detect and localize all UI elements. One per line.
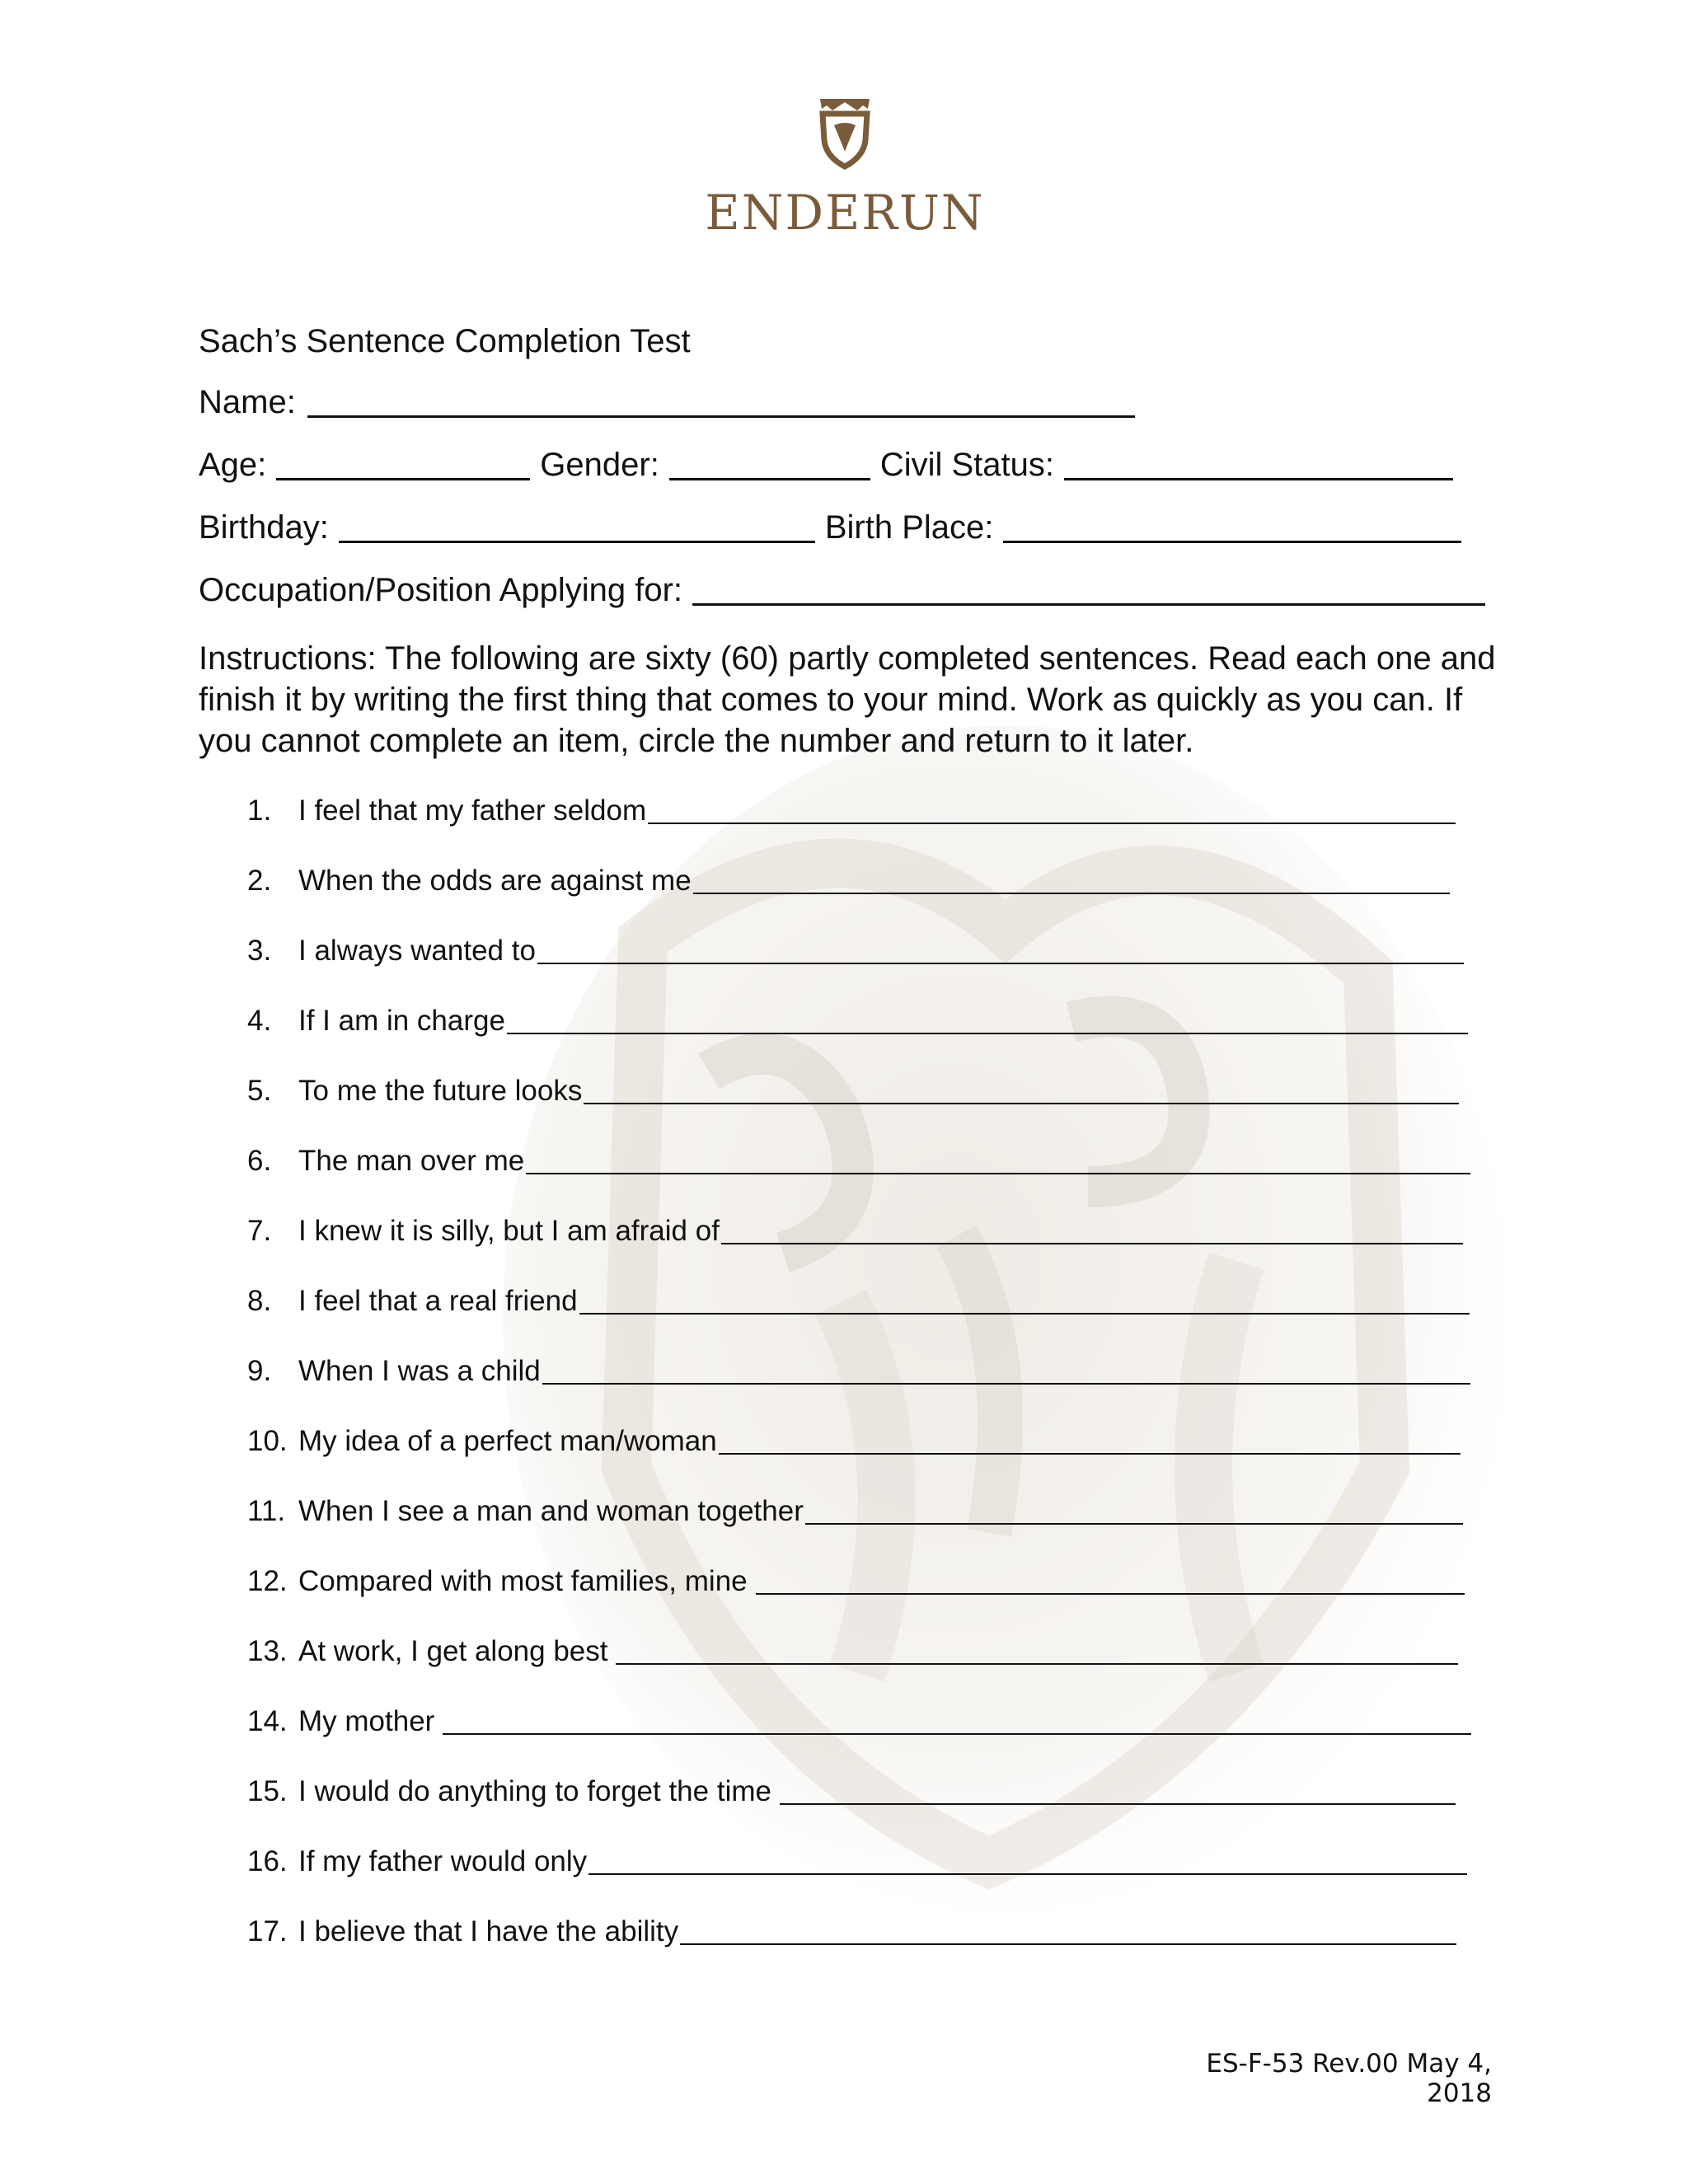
age-label: Age: <box>199 447 267 483</box>
item-number: 10. <box>247 1425 288 1457</box>
sentence-item <box>247 1562 1465 1598</box>
name-field[interactable] <box>307 387 1135 418</box>
logo-brand-text: ENDERUN <box>705 185 985 241</box>
item-prompt: To me the future looks <box>298 1075 583 1107</box>
birth-place-label: Birth Place: <box>824 509 994 546</box>
item-number: 14. <box>247 1705 288 1737</box>
item-answer-line[interactable] <box>756 1568 1465 1595</box>
occupation-label: Occupation/Position Applying for: <box>199 572 683 608</box>
sentence-item <box>247 1492 1463 1528</box>
document-code: ES-F-53 Rev.00 May 4, 2018 <box>1206 2049 1492 2108</box>
item-prompt: I always wanted to <box>298 935 536 967</box>
enderun-logo <box>692 91 997 247</box>
item-prompt: Compared with most families, mine <box>298 1565 748 1597</box>
sentence-item <box>247 931 1464 968</box>
birthday-field[interactable] <box>339 513 815 543</box>
item-answer-line[interactable] <box>693 868 1450 894</box>
item-prompt: I feel that my father seldom <box>298 794 647 827</box>
item-answer-line[interactable] <box>805 1498 1463 1525</box>
sentence-item <box>247 1912 1456 1948</box>
name-label: Name: <box>199 384 296 420</box>
item-number: 1. <box>247 794 272 827</box>
sentence-item <box>247 1702 1471 1738</box>
sentence-item <box>247 1282 1470 1318</box>
item-answer-line[interactable] <box>584 1078 1459 1104</box>
item-answer-line[interactable] <box>443 1708 1471 1735</box>
sentence-item <box>247 791 1456 827</box>
item-prompt: My mother <box>298 1705 435 1737</box>
gender-field[interactable] <box>669 450 870 480</box>
occupation-row <box>199 572 1495 609</box>
name-row <box>199 384 1145 421</box>
sentence-item <box>247 1141 1470 1178</box>
item-answer-line[interactable] <box>680 1919 1456 1945</box>
item-prompt: I believe that I have the ability <box>298 1915 679 1947</box>
sentence-item <box>247 1422 1461 1458</box>
civil-status-field[interactable] <box>1064 450 1453 480</box>
item-number: 6. <box>247 1145 272 1177</box>
item-number: 9. <box>247 1355 272 1387</box>
item-prompt: If my father would only <box>298 1845 588 1877</box>
item-prompt: When I was a child <box>298 1355 541 1387</box>
item-prompt: The man over me <box>298 1145 525 1177</box>
item-prompt: When I see a man and woman together <box>298 1495 804 1527</box>
item-number: 2. <box>247 865 272 897</box>
instructions-text: Instructions: The following are sixty (60) partly completed sentences. Read each one and finish it by writing the first thing that comes to your mind. Work as quickly as you can. If you cannot complete an item, circle the number and return to it later. <box>199 640 1496 759</box>
form-title: Sach’s Sentence Completion Test <box>199 323 691 359</box>
item-answer-line[interactable] <box>537 938 1464 964</box>
item-number: 4. <box>247 1005 272 1037</box>
sentence-item <box>247 1842 1467 1878</box>
item-number: 13. <box>247 1635 288 1667</box>
sentence-item <box>247 861 1450 898</box>
item-number: 11. <box>247 1495 286 1527</box>
item-number: 3. <box>247 935 272 967</box>
sentence-item <box>247 1352 1470 1388</box>
item-answer-line[interactable] <box>780 1779 1456 1805</box>
birthday-row <box>199 509 1471 546</box>
item-prompt: I feel that a real friend <box>298 1285 578 1317</box>
gender-label: Gender: <box>540 447 659 483</box>
item-prompt: I would do anything to forget the time <box>298 1775 771 1807</box>
enderun-watermark-icon <box>495 725 1533 1929</box>
birthday-label: Birthday: <box>199 509 329 546</box>
sentence-item <box>247 1001 1468 1038</box>
item-prompt: My idea of a perfect man/woman <box>298 1425 717 1457</box>
sentence-item <box>247 1772 1456 1808</box>
age-field[interactable] <box>276 450 530 480</box>
item-answer-line[interactable] <box>526 1148 1470 1174</box>
item-answer-line[interactable] <box>588 1849 1467 1875</box>
item-number: 17. <box>247 1915 288 1947</box>
item-prompt: When the odds are against me <box>298 865 692 897</box>
sentence-item <box>247 1212 1463 1248</box>
item-number: 8. <box>247 1285 272 1317</box>
item-answer-line[interactable] <box>579 1288 1470 1315</box>
item-number: 5. <box>247 1075 272 1107</box>
item-answer-line[interactable] <box>542 1358 1470 1385</box>
item-answer-line[interactable] <box>719 1428 1461 1455</box>
item-prompt: If I am in charge <box>298 1005 505 1037</box>
item-number: 7. <box>247 1215 272 1247</box>
sentence-item <box>247 1632 1458 1668</box>
item-number: 16. <box>247 1845 288 1877</box>
item-prompt: At work, I get along best <box>298 1635 608 1667</box>
civil-status-label: Civil Status: <box>879 447 1054 483</box>
item-number: 12. <box>247 1565 288 1597</box>
age-gender-civil-row <box>199 447 1463 484</box>
item-answer-line[interactable] <box>648 798 1456 824</box>
birth-place-field[interactable] <box>1003 513 1461 543</box>
item-answer-line[interactable] <box>507 1008 1468 1034</box>
item-number: 15. <box>247 1775 288 1807</box>
occupation-field[interactable] <box>692 575 1485 606</box>
item-answer-line[interactable] <box>721 1218 1463 1244</box>
item-prompt: I knew it is silly, but I am afraid of <box>298 1215 720 1247</box>
item-answer-line[interactable] <box>616 1638 1458 1665</box>
sentence-item <box>247 1071 1459 1108</box>
